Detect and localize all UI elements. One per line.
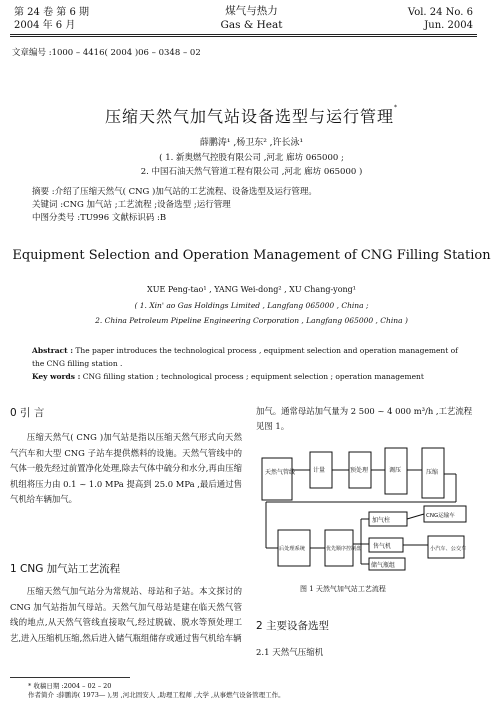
authors-en: XUE Peng-tao¹ , YANG Wei-dong² , XU Chang-yong¹ [147,285,356,294]
abstract-en-body [32,344,471,370]
label-pretreat: 预处理 [350,467,369,474]
journal-name-en: Gas & Heat [220,19,283,31]
abstract-en-label: Abstract : [32,346,73,355]
label-meter: 计量 [313,467,326,474]
affiliation-cn-2: 2. 中国石油天然气管道工程有限公司 ,河北 廊坊 065000 ) [140,167,363,177]
footnote-received-date: * 收稿日期 :2004 – 02 – 20 [28,682,112,690]
label-cng-tanker: CNG运输车 [426,513,455,519]
label-pressure-reg: 调压 [389,467,402,474]
keywords-en-text: CNG filling station ; technological process ; equipment selection ; operation management [80,372,424,381]
abstract-cn: 摘要 :介绍了压缩天然气( CNG )加气站的工艺流程、设备选型及运行管理。 [32,187,317,197]
label-vehicle: 小汽车、公交车 [430,546,467,552]
label-gas-line: 天然气管线 [265,469,296,476]
label-storage: 储气瓶组 [371,562,396,569]
keywords-cn: 关键词 :CNG 加气站 ;工艺流程 ;设备选型 ;运行管理 [32,200,231,210]
affiliation-en-2: 2. China Petroleum Pipeline Engineering Corporation , Langfang 065000 , China ) [95,316,408,325]
box-gas-line [262,458,292,500]
classification-code: 中图分类号 :TU996 文献标识码 :B [32,213,167,223]
section-0-heading: 0 引 言 [10,407,45,419]
header-rule-thin [10,36,477,37]
process-flow-diagram [256,444,486,579]
section-0-paragraph: 压缩天然气( CNG )加气站是指以压缩天然气形式向天然气汽车和大型 CNG 子站车提供燃料的设施。天然气管线中的气体一般先经过前置净化处理,除去气体中硫分和水分,再由压缩机组将压力由 0.1 ~ 1.0 MPa 提高到 25.0 MPa ,最后通过售气机给车辆加气。 [10,432,242,504]
volume-issue: 第 24 卷 第 6 期 [14,7,89,18]
figure-caption: 图 1 天然气加气站工艺流程 [300,585,386,593]
affiliation-en-1: ( 1. Xin' ao Gas Holdings Limited , Langfang 065000 , China ; [134,301,369,310]
authors-cn: 薛鹏涛¹ ,杨卫东² ,许长泳¹ [199,138,304,148]
article-number: 文章编号 :1000 – 4416( 2004 )06 – 0348 – 02 [12,48,201,58]
keywords-en-label: Key words : [32,372,81,381]
issue-date-en: Jun. 2004 [424,20,473,31]
paper-title-cn-text: 压缩天然气加气站设备选型与运行管理 [104,107,394,126]
label-dispenser: 售气机 [373,543,392,550]
section-2-1-heading: 2.1 天然气压缩机 [256,648,324,658]
label-filling-post: 加气柱 [372,517,391,524]
label-control: 后处理系统 [279,546,305,552]
abstract-en [32,344,471,383]
right-column-paragraph: 加气。通常母站加气量为 2 500 ~ 4 000 m³/h ,工艺流程见图 1。 [256,406,473,431]
section-1-heading: 1 CNG 加气站工艺流程 [10,563,121,575]
footnote-rule [10,677,130,678]
title-footnote-mark: * [394,104,398,111]
keywords-en [32,370,471,383]
footnote [28,682,285,700]
volume-issue-en: Vol. 24 No. 6 [407,7,473,18]
section-2-heading: 2 主要设备选型 [256,620,330,632]
abstract-en-text: The paper introduces the technological process , equipment selection and operation management of the CNG filling station . [32,346,458,368]
footnote-author-bio: 作者简介 :薛鹏涛( 1973— ),男 ,河北固安人 ,助理工程师 ,大学 ,从事燃气设备管理工作。 [28,691,285,699]
affiliation-cn-1: ( 1. 新奥燃气控股有限公司 ,河北 廊坊 065000 ; [159,153,344,163]
journal-volume-info-en [408,6,473,32]
label-compress: 压缩 [426,469,439,476]
journal-name-cn: 煤气与热力 [225,5,278,17]
paper-title-cn [0,104,503,127]
section-1-paragraph: 压缩天然气加气站分为常规站、母站和子站。本文探讨的 CNG 加气站指加气母站。天然气加气母站是建在临天然气管线的地点,从天然气管线直接取气,经过脱硫、脱水等预处理工艺,进入压缩机压缩,然后进入储气瓶组储存或通过售气机给车辆 [10,586,242,643]
header-rule [10,34,477,35]
paper-title-en: Equipment Selection and Operation Management of CNG Filling Station [12,248,491,263]
issue-date: 2004 年 6 月 [14,20,76,31]
label-priority: 优先顺序控制盘 [326,546,362,552]
